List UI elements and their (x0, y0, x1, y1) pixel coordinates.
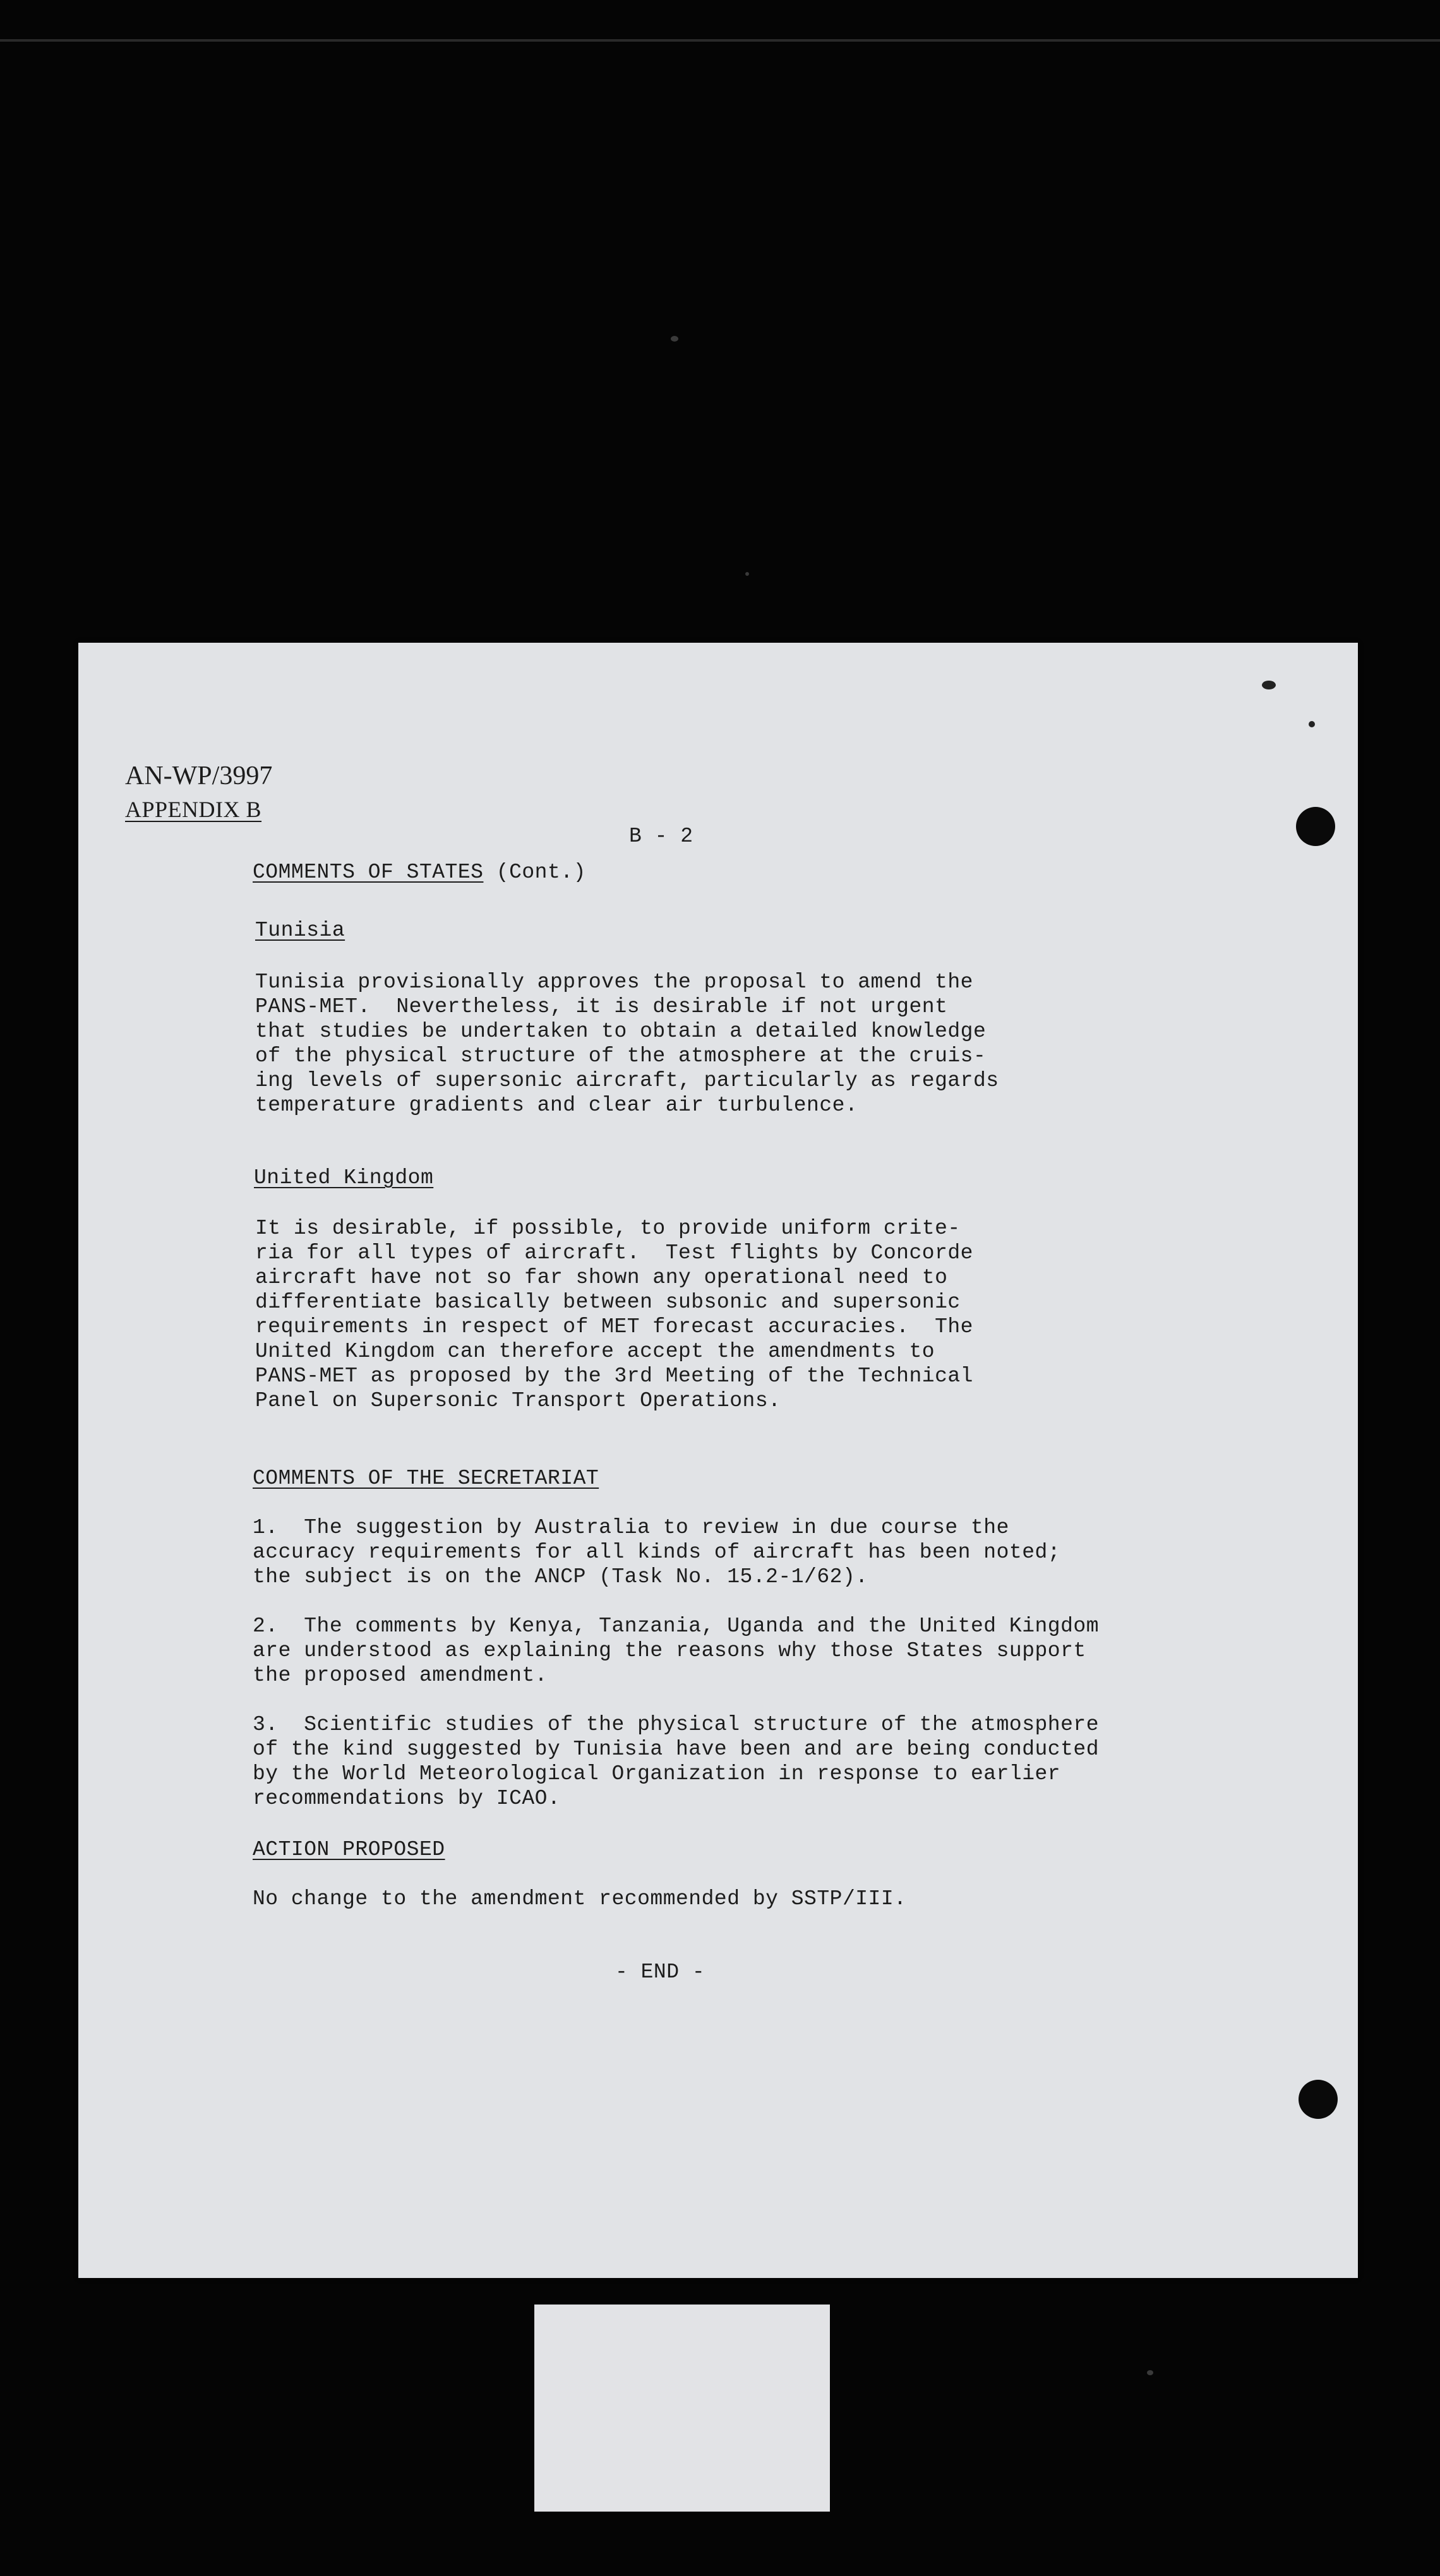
scan-edge-line (0, 39, 1440, 42)
punch-hole-top (1296, 807, 1335, 846)
appendix-label: APPENDIX B (125, 797, 262, 822)
action-proposed-text: No change to the amendment recommended by SSTP/III. (253, 1887, 907, 1911)
comments-of-states-heading (253, 860, 586, 885)
dust-speck (671, 336, 678, 342)
united-kingdom-heading: United Kingdom (254, 1166, 434, 1190)
comments-of-states-title: COMMENTS OF STATES (253, 861, 484, 884)
tunisia-paragraph: Tunisia provisionally approves the proposal to amend the PANS-MET. Nevertheless, it is desirable if not urgent that studies be undertaken to obtain a detailed knowledge of the physical structure of the atmosphere at the cruis- ing levels of supersonic aircraft, particularly as regards temperature gradients and clear air turbulence. (255, 970, 999, 1117)
punch-hole-bottom (1299, 2080, 1338, 2119)
ink-mark (1309, 721, 1315, 727)
action-proposed-heading: ACTION PROPOSED (253, 1838, 445, 1861)
document-page (78, 643, 1358, 2278)
page-number: B - 2 (629, 825, 693, 848)
dust-speck (1147, 2370, 1153, 2375)
secretariat-item-1: 1. The suggestion by Australia to review in due course the accuracy requirements for all kinds of aircraft has been noted; the subject is on the ANCP (Task No. 15.2-1/62). (253, 1516, 1061, 1589)
dust-speck (745, 572, 749, 576)
secretariat-item-2: 2. The comments by Kenya, Tanzania, Uganda and the United Kingdom are understood as explaining the reasons why those States support the proposed amendment. (253, 1614, 1100, 1687)
secretariat-item-3: 3. Scientific studies of the physical structure of the atmosphere of the kind suggested by Tunisia have been and are being conducted by the World Meteorological Organization in response to earlier recommendations by ICAO. (253, 1713, 1100, 1810)
ink-mark (1262, 681, 1276, 689)
tunisia-heading: Tunisia (255, 919, 345, 942)
end-marker: - END - (615, 1960, 705, 1984)
document-number: AN-WP/3997 (125, 761, 273, 790)
secretariat-heading: COMMENTS OF THE SECRETARIAT (253, 1467, 599, 1490)
calibration-card (534, 2305, 830, 2512)
united-kingdom-paragraph: It is desirable, if possible, to provide uniform crite- ria for all types of aircraft. Test flights by Concorde aircraft have not so far shown any operational need to differentiate basically between subsonic and supersonic requirements in respect of MET forecast accuracies. The United Kingdom can therefore accept the amendments to PANS-MET as proposed by the 3rd Meeting of the Technical Panel on Supersonic Transport Operations. (255, 1217, 973, 1412)
comments-of-states-suffix: (Cont.) (483, 861, 586, 884)
